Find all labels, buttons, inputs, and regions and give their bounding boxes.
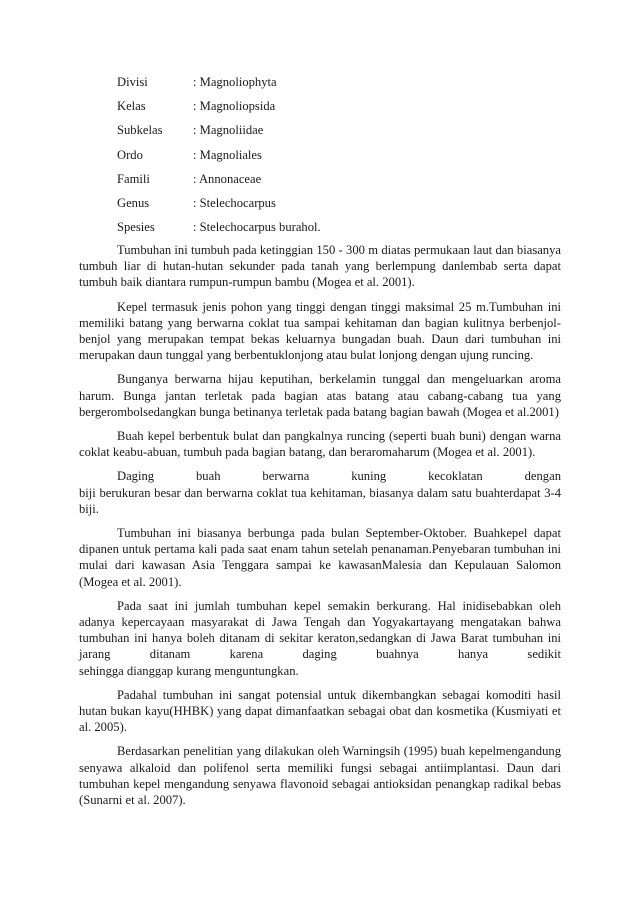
taxonomy-table	[117, 74, 321, 243]
body-text	[79, 242, 561, 816]
paragraph-research: Berdasarkan penelitian yang dilakukan oleh Warningsih (1995) buah kepelmengandung senyawa alkaloid dan polifenol serta memiliki fungsi sebagai antiimplantasi. Daun dari tumbuhan kepel mengandung senyawa flavonoid sebagai antioksidan penangkap radikal bebas (Sunarni et al. 2007).	[79, 744, 561, 808]
taxonomy-key: Ordo	[117, 147, 143, 162]
taxonomy-key: Kelas	[117, 99, 146, 114]
taxonomy-value: : Annonaceae	[193, 171, 262, 186]
taxonomy-row-kelas	[117, 98, 321, 122]
taxonomy-row-divisi	[117, 74, 321, 98]
taxonomy-key: Famili	[117, 171, 150, 186]
taxonomy-key: Divisi	[117, 75, 148, 89]
taxonomy-value: : Magnoliales	[193, 147, 262, 162]
taxonomy-value: : Magnoliophyta	[193, 75, 277, 89]
paragraph-population-continued: sehingga dianggap kurang menguntungkan.	[79, 663, 299, 678]
taxonomy-row-spesies	[117, 219, 321, 243]
paragraph-flowers: Bunganya berwarna hijau keputihan, berkelamin tunggal dan mengeluarkan aroma harum. Bunga jantan terletak pada bagian atas batang atau cabang-cabang tua yang bergerombolsedangkan bunga betinanya terletak pada batang bagian bawah (Mogea et al.2001)	[79, 372, 561, 419]
taxonomy-key: Genus	[117, 195, 150, 210]
paragraph-flesh: Daging buah berwarna kuning kecoklatan dengan	[117, 469, 561, 484]
taxonomy-row-genus	[117, 195, 321, 219]
taxonomy-value: : Magnoliopsida	[193, 99, 276, 114]
paragraph-flowering-season: Tumbuhan ini biasanya berbunga pada bulan September-Oktober. Buahkepel dapat dipanen untuk pertama kali pada saat enam tahun setelah penanaman.Penyebaran tumbuhan ini mulai dari kawasan Asia Tenggara sampai ke kawasanMalesia dan Kepulauan Salomon (Mogea et al. 2001).	[79, 526, 561, 589]
paragraph-population-decline: Pada saat ini jumlah tumbuhan kepel semakin berkurang. Hal inidisebabkan oleh adanya kepercayaan masyarakat di Jawa Tengah dan Yogyakartayang mengatakan bahwa tumbuhan ini hanya boleh ditanam di sekitar keraton,sedangkan di Jawa Barat tumbuhan ini jarang ditanam karena daging buahnya hanya sedikit	[79, 598, 561, 662]
paragraph-tree-description: Kepel termasuk jenis pohon yang tinggi dengan tinggi maksimal 25 m.Tumbuhan ini memiliki batang yang berwarna coklat tua sampai kehitaman dan bagian kulitnya berbenjol-benjol yang merupakan tempat bekas keluarnya bungadan buah. Daun dari tumbuhan ini merupakan daun tunggal yang berbentuklonjong atau bulat lonjong dengan ujung runcing.	[79, 299, 561, 363]
taxonomy-row-subkelas	[117, 122, 321, 146]
taxonomy-value: : Magnoliidae	[193, 123, 264, 138]
taxonomy-row-famili	[117, 171, 321, 195]
paragraph-flesh-continued: biji berukuran besar dan berwarna coklat tua kehitaman, biasanya dalam satu buahterdapat 3-4 biji.	[79, 485, 561, 516]
taxonomy-value: : Stelechocarpus burahol.	[193, 220, 321, 235]
taxonomy-key: Subkelas	[117, 123, 163, 138]
paragraph-potential: Padahal tumbuhan ini sangat potensial untuk dikembangkan sebagai komoditi hasil hutan bukan kayu(HHBK) yang dapat dimanfaatkan sebagai obat dan kosmetika (Kusmiyati et al. 2005).	[79, 687, 561, 735]
taxonomy-row-ordo	[117, 147, 321, 171]
paragraph-fruit: Buah kepel berbentuk bulat dan pangkalnya runcing (seperti buah buni) dengan warna coklat keabu-abuan, tumbuh pada bagian batang, dan beraromaharum (Mogea et al. 2001).	[79, 429, 561, 460]
taxonomy-key: Spesies	[117, 220, 155, 235]
taxonomy-value: : Stelechocarpus	[193, 195, 276, 210]
paragraph-habitat: Tumbuhan ini tumbuh pada ketinggian 150 - 300 m diatas permukaan laut dan biasanya tumbuh liar di hutan-hutan sekunder pada tanah yang berlempung danlembab serta dapat tumbuh baik diantara rumpun-rumpun bambu (Mogea et al. 2001).	[79, 243, 561, 290]
